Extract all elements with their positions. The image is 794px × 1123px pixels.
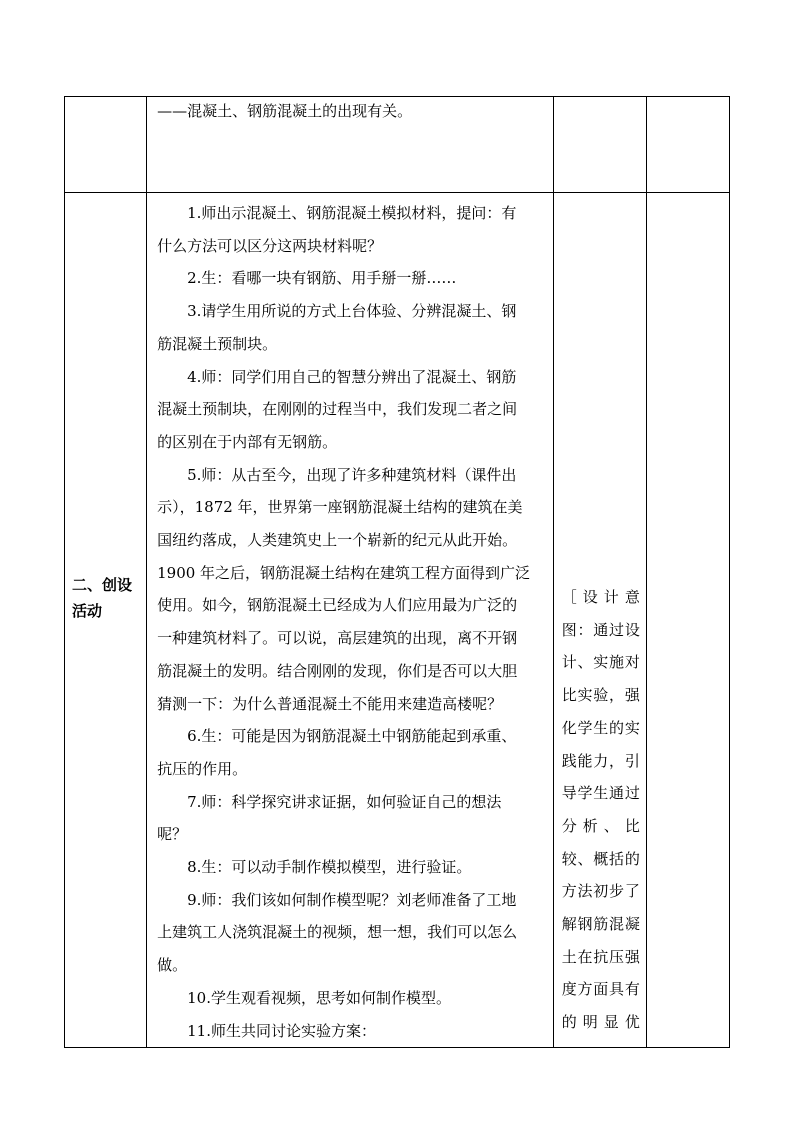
activity-text xyxy=(147,193,553,1047)
text-line: 猜测一下：为什么普通混凝土不能用来建造高楼呢？ xyxy=(157,694,503,713)
text-line: 10.学生观看视频，思考如何制作模型。 xyxy=(187,988,451,1007)
text-line: 4.师：同学们用自己的智慧分辨出了混凝土、钢筋 xyxy=(187,367,517,386)
text-line: 使用。如今，钢筋混凝土已经成为人们应用最为广泛的 xyxy=(157,596,518,615)
stage-cell xyxy=(65,193,147,1048)
note-line: 图：通过设 xyxy=(561,620,640,639)
content-cell xyxy=(147,97,554,193)
text-line: 筋混凝土的发明。结合刚刚的发现，你们是否可以大胆 xyxy=(157,661,518,680)
note-line: 土在抗压强 xyxy=(561,947,640,966)
extra-cell-empty xyxy=(646,97,729,193)
lesson-plan-table xyxy=(64,96,730,1048)
note-line: 解钢筋混凝 xyxy=(561,915,640,934)
text-line: 2.生：看哪一块有钢筋、用手掰一掰…… xyxy=(187,269,457,288)
stage-cell-empty xyxy=(65,97,147,193)
note-line: 践能力，引 xyxy=(561,751,640,770)
note-line: 比实验，强 xyxy=(561,686,640,705)
stage-label-line: 活动 xyxy=(72,602,103,620)
text-line: 1900 年之后，钢筋混凝土结构在建筑工程方面得到广泛 xyxy=(157,563,531,582)
text-line: 示），1872 年，世界第一座钢筋混凝土结构的建筑在美 xyxy=(157,498,523,517)
text-line: 筋混凝土预制块。 xyxy=(157,334,278,353)
stage-label-line: 二、创设 xyxy=(72,576,133,594)
text-line: 上建筑工人浇筑混凝土的视频，想一想，我们可以怎么 xyxy=(157,923,518,942)
text-line: 5.师：从古至今，出现了许多种建筑材料（课件出 xyxy=(187,465,517,484)
stage-label xyxy=(65,572,146,624)
note-line: ［设计意 xyxy=(561,588,640,606)
note-line: 的明显优 xyxy=(561,1013,640,1032)
note-line: 分析、比 xyxy=(561,816,640,835)
note-line: 化学生的实 xyxy=(561,718,640,737)
intro-text: ——混凝土、钢筋混凝土的出现有关。 xyxy=(157,102,413,120)
note-line: 方法初步了 xyxy=(561,882,640,901)
text-line: 国纽约落成，人类建筑史上一个崭新的纪元从此开始。 xyxy=(157,531,518,550)
text-line: 9.师：我们该如何制作模型呢？刘老师准备了工地 xyxy=(187,890,517,909)
extra-cell-empty xyxy=(646,193,729,1048)
text-line: 什么方法可以区分这两块材料呢？ xyxy=(157,236,383,255)
text-line: 的区别在于内部有无钢筋。 xyxy=(157,432,338,451)
text-line: 8.生：可以动手制作模拟模型，进行验证。 xyxy=(187,858,472,877)
text-line: 呢？ xyxy=(157,825,188,844)
note-line: 导学生通过 xyxy=(561,784,640,803)
text-line: 做。 xyxy=(157,956,188,975)
design-note-cell xyxy=(553,193,646,1048)
text-line: 6.生：可能是因为钢筋混凝土中钢筋能起到承重、 xyxy=(187,727,517,746)
text-line: 混凝土预制块，在刚刚的过程当中，我们发现二者之间 xyxy=(157,400,518,419)
text-line: 抗压的作用。 xyxy=(157,759,248,778)
note-cell-empty xyxy=(553,97,646,193)
text-line: 7.师：科学探究讲求证据，如何验证自己的想法 xyxy=(187,792,502,811)
design-note xyxy=(562,581,640,1039)
content-cell xyxy=(147,193,554,1048)
note-line: 计、实施对 xyxy=(561,653,640,672)
text-line: 11.师生共同讨论实验方案： xyxy=(187,1021,376,1040)
text-line: 一种建筑材料了。可以说，高层建筑的出现，离不开钢 xyxy=(157,629,518,648)
text-line: 1.师出示混凝土、钢筋混凝土模拟材料，提问：有 xyxy=(187,204,517,222)
note-line: 度方面具有 xyxy=(561,980,640,999)
note-line: 较、概括的 xyxy=(561,849,640,868)
table-row xyxy=(65,97,730,193)
text-line: 3.请学生用所说的方式上台体验、分辨混凝土、钢 xyxy=(187,302,517,321)
table-row xyxy=(65,193,730,1048)
